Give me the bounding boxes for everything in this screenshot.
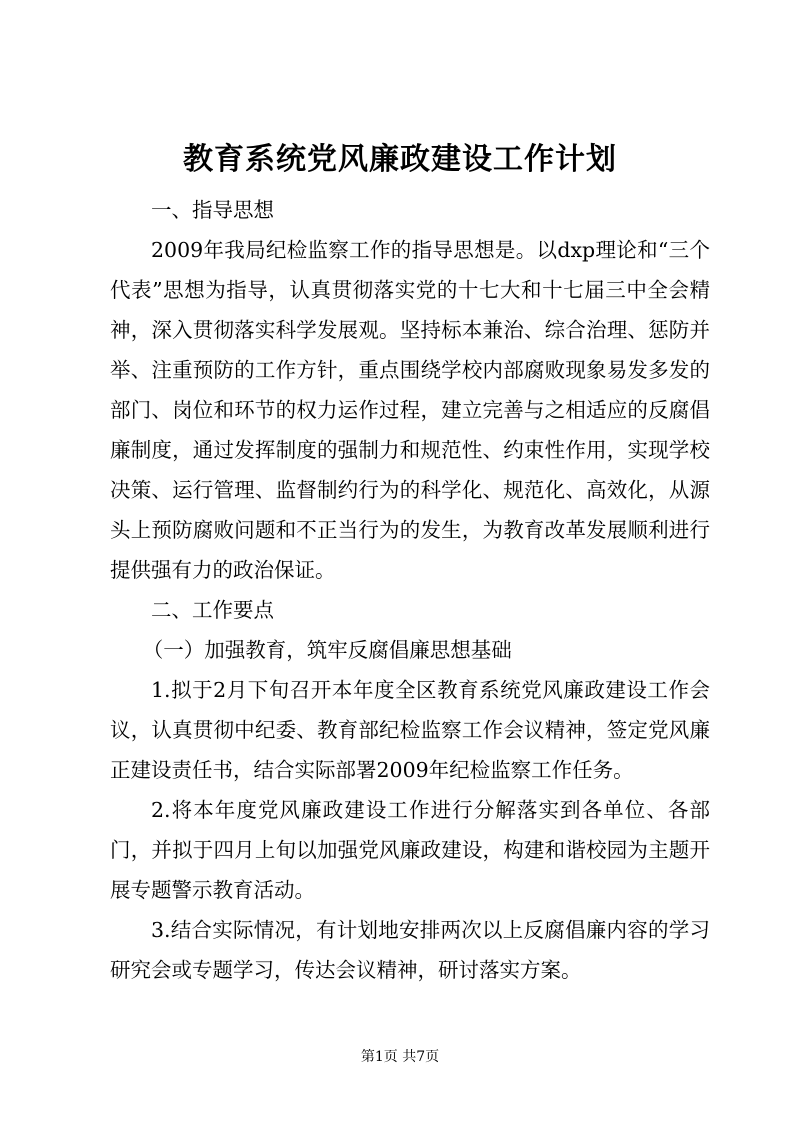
section-heading-work-points: 二、工作要点 bbox=[151, 598, 274, 622]
paragraph-item-2: 2.将本年度党风廉政建设工作进行分解落实到各单位、各部门，并拟于四月上旬以加强党风廉政建设，构建和谐校园为主题开展专题警示教育活动。 bbox=[110, 798, 710, 902]
section-heading-guiding-thought: 一、指导思想 bbox=[151, 198, 274, 222]
paragraph-guiding-thought: 2009年我局纪检监察工作的指导思想是。以dxp理论和“三个代表”思想为指导，认真贯彻落实党的十七大和十七届三中全会精神，深入贯彻落实科学发展观。坚持标本兼治、综合治理、惩防并举、注重预防的工作方针，重点围绕学校内部腐败现象易发多发的部门、岗位和环节的权力运作过程，建立完善与之相适应的反腐倡廉制度，通过发挥制度的强制力和规范性、约束性作用，实现学校决策、运行管理、监督制约行为的科学化、规范化、高效化，从源头上预防腐败问题和不正当行为的发生，为教育改革发展顺利进行提供强有力的政治保证。 bbox=[110, 238, 710, 582]
document-body bbox=[110, 190, 710, 990]
paragraph-item-1: 1.拟于2月下旬召开本年度全区教育系统党风廉政建设工作会议，认真贯彻中纪委、教育部纪检监察工作会议精神，签定党风廉正建设责任书，结合实际部署2009年纪检监察工作任务。 bbox=[110, 678, 710, 782]
page-number: 第1页 共7页 bbox=[360, 1049, 440, 1065]
document-title: 教育系统党风廉政建设工作计划 bbox=[183, 142, 617, 177]
paragraph-item-3: 3.结合实际情况，有计划地安排两次以上反腐倡廉内容的学习研究会或专题学习，传达会议精神，研讨落实方案。 bbox=[110, 918, 710, 982]
subsection-heading-education: （一）加强教育，筑牢反腐倡廉思想基础 bbox=[142, 638, 512, 662]
